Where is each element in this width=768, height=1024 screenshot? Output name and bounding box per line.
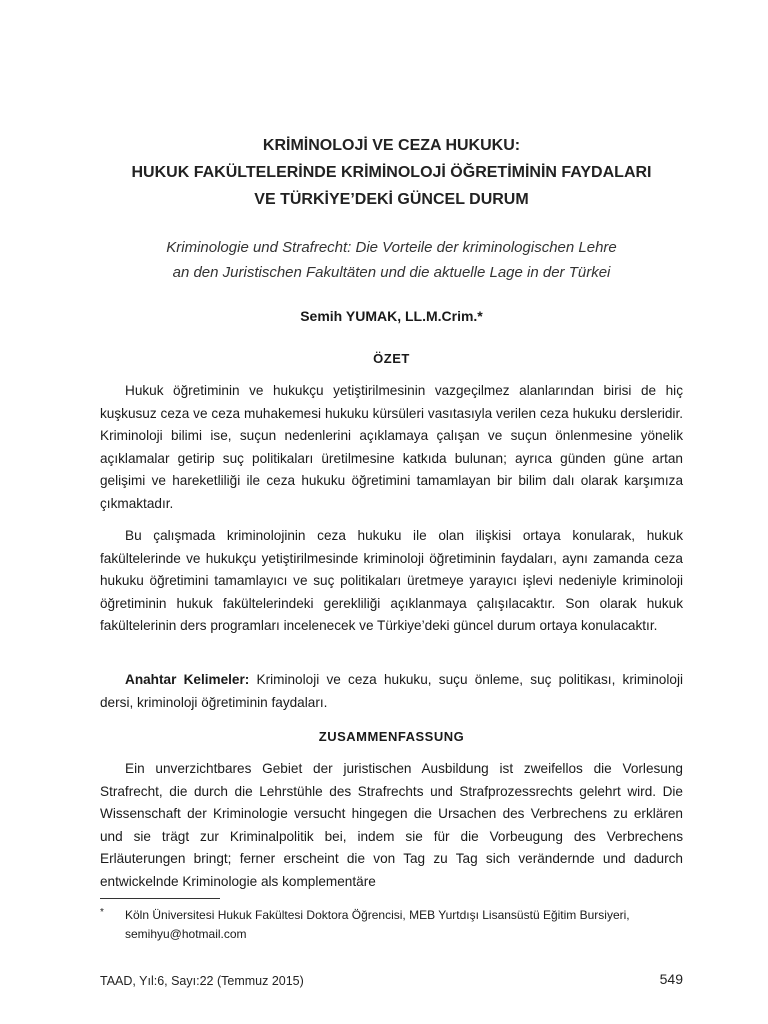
- ozet-paragraph-2: [100, 525, 683, 638]
- footnote-mark: *: [100, 907, 104, 918]
- subtitle-line-1: Kriminologie und Strafrecht: Die Vorteile der kriminologischen Lehre: [166, 239, 617, 256]
- author-name: Semih YUMAK, LL.M.Crim.*: [300, 308, 483, 324]
- title-line-1: KRİMİNOLOJİ VE CEZA HUKUKU:: [262, 137, 521, 154]
- title-line-3: VE TÜRKİYE’DEKİ GÜNCEL DURUM: [254, 191, 529, 208]
- journal-citation: TAAD, Yıl:6, Sayı:22 (Temmuz 2015): [100, 974, 304, 988]
- keywords-list: Kriminoloji ve ceza hukuku, suçu önleme, suç politikası, kriminoloji dersi, kriminoloji öğretiminin faydaları.: [100, 672, 683, 710]
- ozet-heading: ÖZET: [373, 351, 410, 366]
- keywords-paragraph: [100, 669, 683, 714]
- document-page: [100, 0, 683, 1024]
- article-subtitle: [100, 235, 683, 285]
- keywords-text: [100, 669, 683, 714]
- page-number: 549: [659, 971, 683, 987]
- keywords-label: Anahtar Kelimeler:: [125, 672, 250, 687]
- zusammenfassung-paragraph-1-text: Ein unverzichtbares Gebiet der juristischen Ausbildung ist zweifellos die Vorlesung Strafrecht, die durch die Lehrstühle des Strafrechts und Strafprozessrechts gelehrt wird. Die Wissenschaft der Kriminologie versucht hingegen die Ursachen des Verbrechens zu erklären und sie trägt zur Kriminalpolitik bei, indem sie für die Vorbeugung des Verbrechens Erläuterungen bringt; ferner erscheint die von Tag zu Tag sich verändernde und dadurch entwickelnde Kriminologie als komplementäre: [100, 761, 683, 889]
- zusammenfassung-heading: ZUSAMMENFASSUNG: [318, 729, 465, 744]
- ozet-paragraph-1: [100, 380, 683, 516]
- footnote-divider: [100, 898, 220, 899]
- article-title: [100, 132, 683, 213]
- footnote-line-2: semihyu@hotmail.com: [125, 927, 247, 941]
- ozet-paragraph-2-text: Bu çalışmada kriminolojinin ceza hukuku ile olan ilişkisi ortaya konularak, hukuk fakültelerinde ve hukukçu yetiştirilmesinde kriminoloji öğretiminin faydaları, aynı zamanda ceza hukuku öğretimini tamamlayıcı ve suç politikaları üretmeye yarayıcı işlevi nedeniyle kriminoloji öğretiminin hukuk fakültelerindeki gerekliliği açıklanmaya çalışılacaktır. Son olarak hukuk fakültelerinin ders programları incelenecek ve Türkiye’deki güncel durum ortaya konulacaktır.: [100, 528, 683, 634]
- subtitle-line-2: an den Juristischen Fakultäten und die aktuelle Lage in der Türkei: [172, 264, 611, 281]
- footnote: [100, 906, 683, 944]
- zusammenfassung-paragraph-1: [100, 758, 683, 894]
- footnote-line-1: Köln Üniversitesi Hukuk Fakültesi Doktora Öğrencisi, MEB Yurtdışı Lisansüstü Eğitim Bursiyeri,: [125, 908, 630, 922]
- ozet-paragraph-1-text: Hukuk öğretiminin ve hukukçu yetiştirilmesinin vazgeçilmez alanlarından birisi de hiç kuşkusuz ceza ve ceza muhakemesi hukuku kürsüleri vasıtasıyla verilen ceza hukuku dersleridir. Kriminoloji bilimi ise, suçun nedenlerini açıklamaya çalışan ve suçun önlenmesine yönelik açıklamalar getirip suç politikaları üretilmesine katkıda bulunan; ayrıca günden güne artan gelişimi ve hareketliliği ile ceza hukuku öğretimini tamamlayan bir bilim dalı olarak karşımıza çıkmaktadır.: [100, 383, 683, 511]
- title-line-2: HUKUK FAKÜLTELERİNDE KRİMİNOLOJİ ÖĞRETİMİNİN FAYDALARI: [131, 164, 652, 181]
